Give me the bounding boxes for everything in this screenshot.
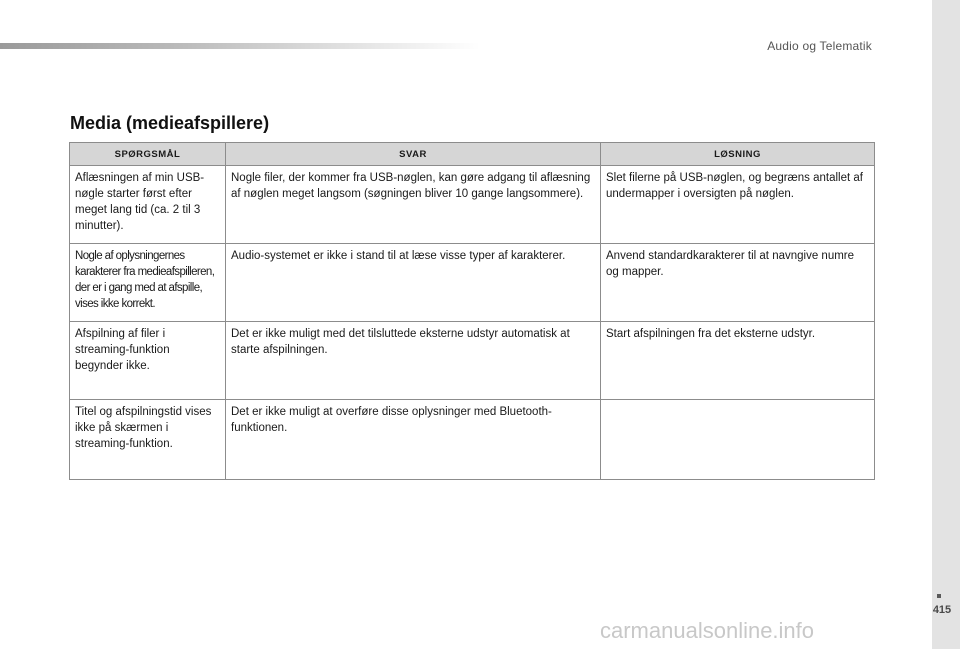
troubleshooting-table	[69, 142, 875, 480]
table-row	[70, 166, 875, 244]
top-decorative-bar	[0, 43, 480, 49]
side-strip	[932, 0, 960, 649]
question-cell: Aflæsningen af min USB-nøgle starter først efter meget lang tid (ca. 2 til 3 minutter).	[70, 166, 226, 244]
column-header-answer: SVAR	[226, 143, 601, 166]
question-cell: Titel og afspilningstid vises ikke på skærmen i streaming-funktion.	[70, 400, 226, 480]
table-row	[70, 400, 875, 480]
question-cell: Nogle af oplysningernes karakterer fra medieafspilleren, der er i gang med at afspille, vises ikke korrekt.	[70, 244, 226, 322]
section-header: Audio og Telematik	[767, 39, 872, 53]
column-header-solution: LØSNING	[601, 143, 875, 166]
answer-cell: Audio-systemet er ikke i stand til at læse visse typer af karakterer.	[226, 244, 601, 322]
page-number: 415	[932, 604, 952, 616]
solution-cell: Slet filerne på USB-nøglen, og begræns antallet af undermapper i oversigten på nøglen.	[601, 166, 875, 244]
answer-cell: Nogle filer, der kommer fra USB-nøglen, kan gøre adgang til aflæsning af nøglen meget langsom (søgningen bliver 10 gange langsommere).	[226, 166, 601, 244]
page-marker	[937, 594, 941, 598]
solution-cell: Anvend standardkarakterer til at navngive numre og mapper.	[601, 244, 875, 322]
question-cell: Afspilning af filer i streaming-funktion begynder ikke.	[70, 322, 226, 400]
table-header-row	[70, 143, 875, 166]
answer-cell: Det er ikke muligt med det tilsluttede eksterne udstyr automatisk at starte afspilningen.	[226, 322, 601, 400]
solution-cell: Start afspilningen fra det eksterne udstyr.	[601, 322, 875, 400]
column-header-question: SPØRGSMÅL	[70, 143, 226, 166]
solution-cell	[601, 400, 875, 480]
answer-cell: Det er ikke muligt at overføre disse oplysninger med Bluetooth-funktionen.	[226, 400, 601, 480]
table-row	[70, 322, 875, 400]
watermark: carmanualsonline.info	[600, 618, 815, 643]
table-row	[70, 244, 875, 322]
page-title: Media (medieafspillere)	[70, 113, 270, 133]
